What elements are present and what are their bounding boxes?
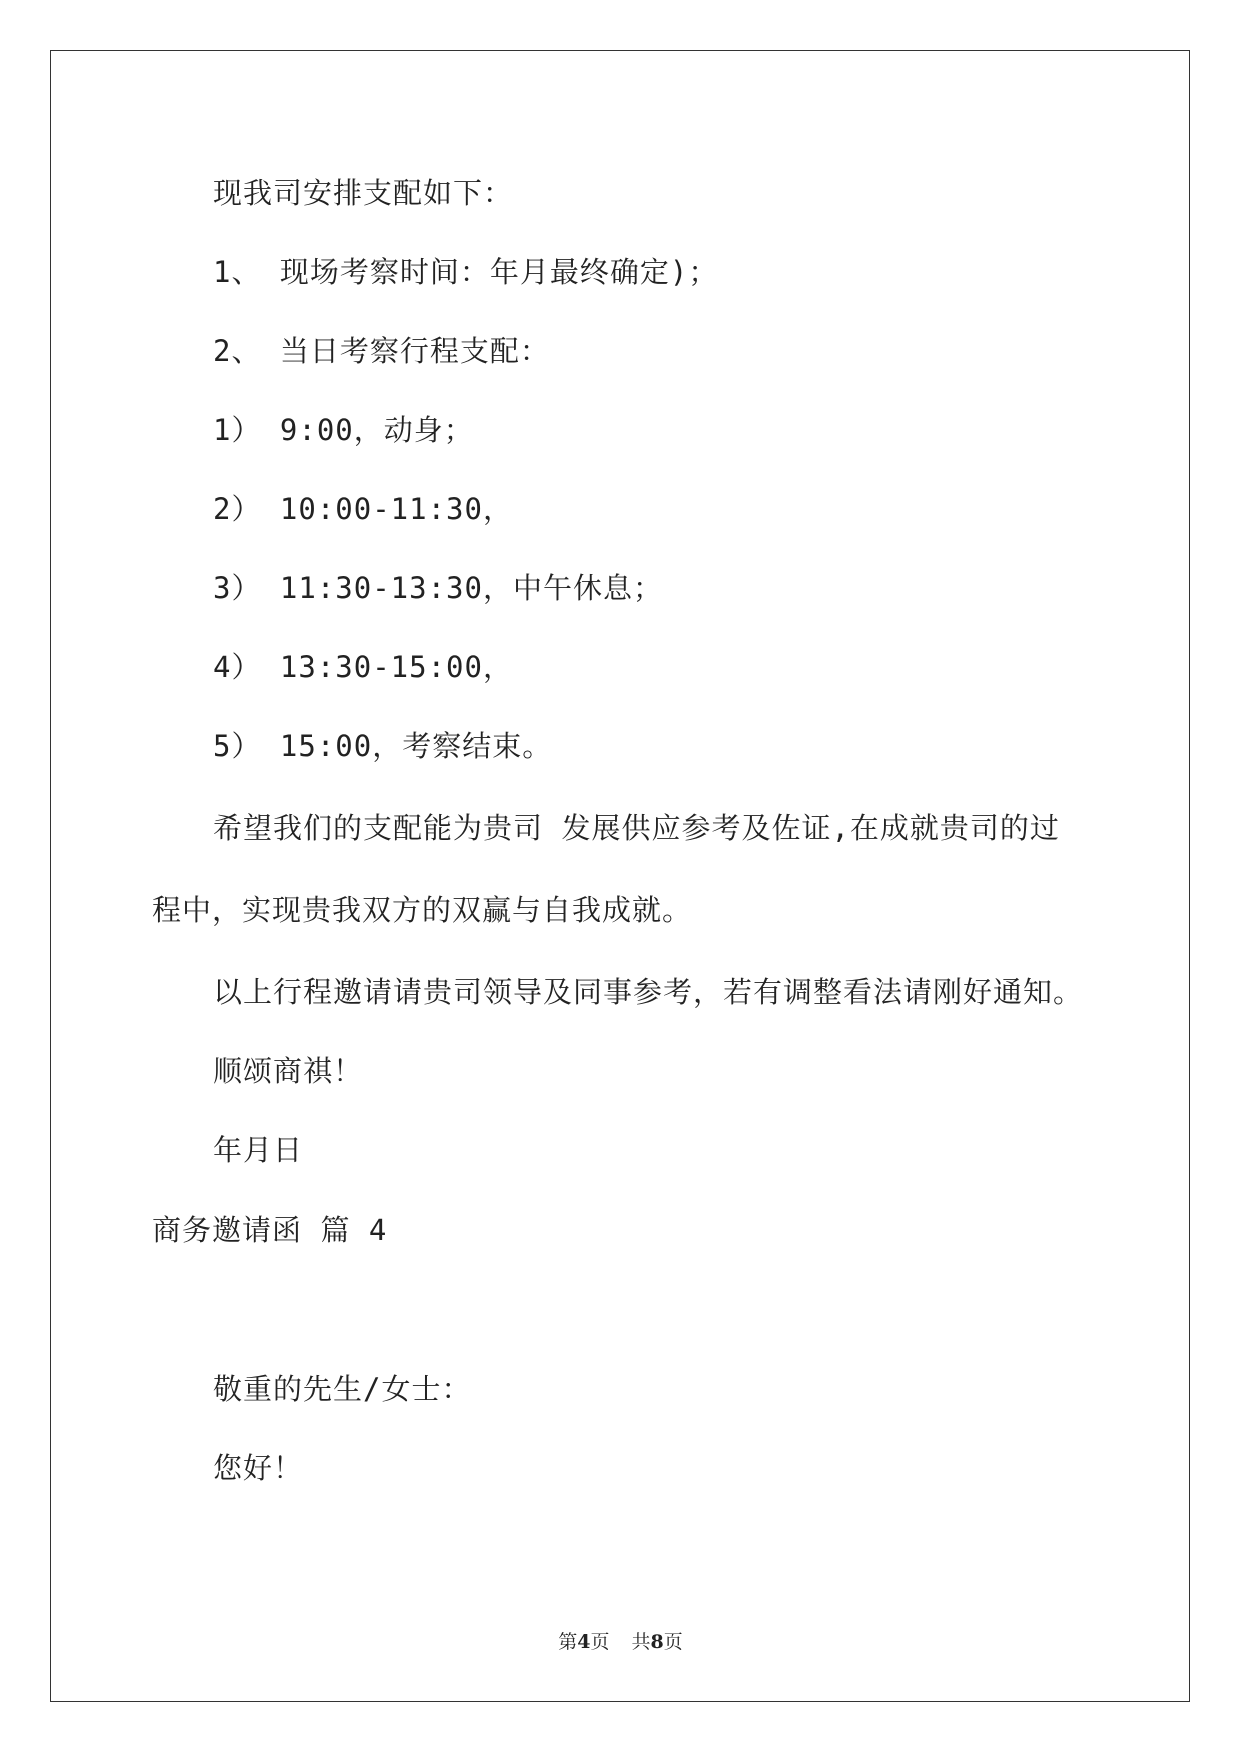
schedule-item-2: 2） 10:00-11:30， (213, 492, 513, 526)
total-prefix: 共 (631, 1631, 651, 1653)
schedule-item-4: 4） 13:30-15:00， (213, 650, 513, 684)
greeting: 您好！ (213, 1451, 304, 1485)
page-suffix: 页 (590, 1631, 610, 1653)
salutation: 敬重的先生/女士： (213, 1372, 472, 1406)
current-page-number: 4 (577, 1631, 591, 1653)
item-2-itinerary-heading: 2、 当日考察行程支配： (213, 334, 550, 368)
regards-line: 顺颂商祺！ (213, 1054, 364, 1088)
total-page-number: 8 (650, 1631, 664, 1653)
item-1-inspection-time: 1、 现场考察时间：年月最终确定)； (213, 255, 719, 289)
section-heading: 商务邀请函 篇 4 (152, 1213, 388, 1247)
page-footer (0, 1630, 1241, 1654)
date-line: 年月日 (213, 1133, 304, 1167)
schedule-item-1: 1） 9:00，动身； (213, 413, 474, 447)
closing-paragraph-line-2: 程中，实现贵我双方的双赢与自我成就。 (152, 893, 693, 927)
closing-paragraph-line-1: 希望我们的支配能为贵司 发展供应参考及佐证,在成就贵司的过 (213, 811, 1060, 845)
page-prefix: 第 (558, 1631, 578, 1653)
arrangement-intro: 现我司安排支配如下： (213, 176, 514, 210)
total-suffix: 页 (663, 1631, 683, 1653)
schedule-item-5: 5） 15:00，考察结束。 (213, 729, 553, 763)
schedule-item-3: 3） 11:30-13:30，中午休息； (213, 571, 663, 605)
notice-paragraph: 以上行程邀请请贵司领导及同事参考，若有调整看法请刚好通知。 (213, 975, 1084, 1009)
